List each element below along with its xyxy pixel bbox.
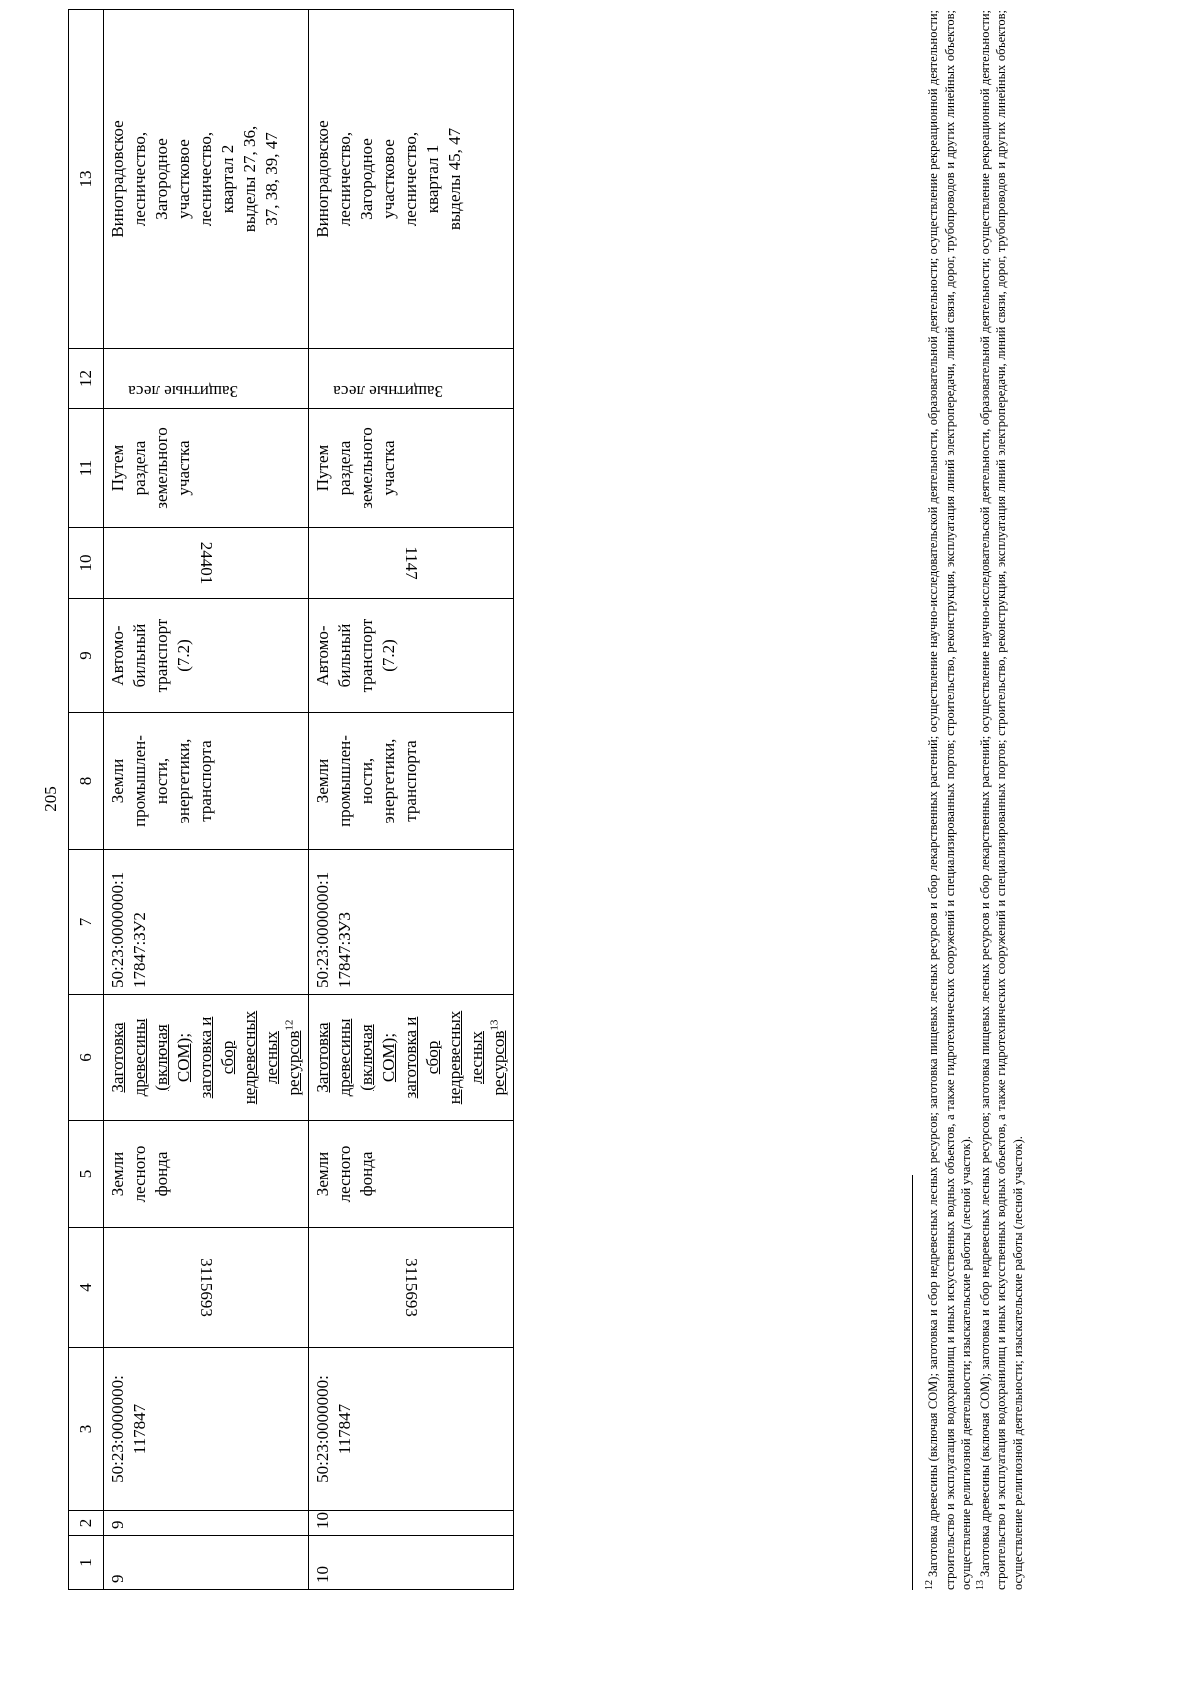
page-number: 205 bbox=[41, 786, 60, 812]
footnotes bbox=[925, 10, 1028, 1590]
rotated-text: 1147 bbox=[402, 546, 421, 580]
cell-source-cadastral-number: 50:23:0000000: 117847 bbox=[104, 1348, 309, 1511]
cell-source-cadastral-number: 50:23:0000000: 117847 bbox=[309, 1348, 514, 1511]
header-row bbox=[69, 10, 104, 1590]
column-header: 4 bbox=[69, 1228, 104, 1348]
footnote bbox=[977, 10, 1027, 1590]
permitted-use-text: Заготовка древесины (включая СОМ); заготовка и сбор недревесных лесных ресурсов bbox=[108, 1010, 303, 1105]
column-header: 12 bbox=[69, 349, 104, 409]
cell-location: Виноградовское лесничество, Загородное участковое лесничество, квартал 2 выделы 27, 36, 37, 38, 39, 47 bbox=[104, 10, 309, 349]
footnote-ref: 12 bbox=[283, 1019, 296, 1031]
cell-source-area bbox=[309, 1228, 514, 1348]
cell-formation-method: Путем раздела земельного участка bbox=[104, 409, 309, 528]
column-header: 7 bbox=[69, 850, 104, 995]
table-row bbox=[309, 10, 514, 1590]
cell-plot-number: 9 bbox=[104, 1511, 309, 1536]
cell-location: Виноградовское лесничество, Загородное участковое лесничество, квартал 1 выделы 45, 47 bbox=[309, 10, 514, 349]
cell-source-area bbox=[104, 1228, 309, 1348]
column-header: 1 bbox=[69, 1536, 104, 1590]
rotated-text: 3115693 bbox=[197, 1258, 216, 1317]
cell-land-category: Земли лесного фонда bbox=[104, 1121, 309, 1228]
footnote-number: 12 bbox=[923, 1580, 935, 1590]
column-header: 11 bbox=[69, 409, 104, 528]
rotated-text: 24401 bbox=[197, 541, 216, 585]
cell-forest-type bbox=[309, 349, 514, 409]
cell-new-permitted-use: Автомо- бильный транспорт (7.2) bbox=[104, 599, 309, 713]
cell-forest-type bbox=[104, 349, 309, 409]
permitted-use-text: Заготовка древесины (включая СОМ); заготовка и сбор недревесных лесных ресурсов bbox=[313, 1010, 508, 1105]
footnote-separator bbox=[912, 1175, 913, 1590]
column-header: 8 bbox=[69, 713, 104, 850]
cell-new-area bbox=[309, 528, 514, 599]
cell-row-number: 9 bbox=[104, 1536, 309, 1590]
column-header: 2 bbox=[69, 1511, 104, 1536]
vertical-text: Защитные леса bbox=[128, 382, 238, 401]
footnote-text: Заготовка древесины (включая СОМ); заготовка и сбор недревесных лесных ресурсов; заготовка пищевых лесных ресурсов и сбор лекарственных растений; осуществление научно-исследовательской деятельности, образовательной деятельности; осуществление рекреационной деятельности; строительство и эксплуатация водохранилищ и иных искусственных водных объектов, а также гидротехнических сооружений и специализированных портов; строительство, реконструкция, эксплуатация линий электропередачи, линий связи, дорог, трубопроводов и других линейных объектов; осуществление религиозной деятельности; изыскательские работы (лесной участок). bbox=[977, 10, 1025, 1590]
cell-new-land-category: Земли промышлен- ности, энергетики, транспорта bbox=[309, 713, 514, 850]
table-row bbox=[104, 10, 309, 1590]
cell-formation-method: Путем раздела земельного участка bbox=[309, 409, 514, 528]
footnote-number: 13 bbox=[975, 1580, 987, 1590]
cell-permitted-use bbox=[309, 995, 514, 1121]
footnote-text: Заготовка древесины (включая СОМ); заготовка и сбор недревесных лесных ресурсов; заготовка пищевых лесных ресурсов и сбор лекарственных растений; осуществление научно-исследовательской деятельности, образовательной деятельности; осуществление рекреационной деятельности; строительство и эксплуатация водохранилищ и иных искусственных водных объектов, а также гидротехнических сооружений и специализированных портов; строительство, реконструкция, эксплуатация линий электропередачи, линий связи, дорог, трубопроводов и других линейных объектов; осуществление религиозной деятельности; изыскательские работы (лесной участок). bbox=[926, 10, 973, 1590]
cell-new-cadastral-number: 50:23:0000000:1 17847:ЗУ3 bbox=[309, 850, 514, 995]
column-header: 10 bbox=[69, 528, 104, 599]
land-plots-table bbox=[68, 9, 514, 1590]
cell-plot-number: 10 bbox=[309, 1511, 514, 1536]
rotated-text: 3115693 bbox=[402, 1258, 421, 1317]
cell-new-permitted-use: Автомо- бильный транспорт (7.2) bbox=[309, 599, 514, 713]
cell-row-number: 10 bbox=[309, 1536, 514, 1590]
vertical-text: Защитные леса bbox=[333, 382, 443, 401]
column-header: 3 bbox=[69, 1348, 104, 1511]
cell-new-land-category: Земли промышлен- ности, энергетики, транспорта bbox=[104, 713, 309, 850]
footnote bbox=[925, 10, 975, 1590]
cell-new-area bbox=[104, 528, 309, 599]
cell-new-cadastral-number: 50:23:0000000:1 17847:ЗУ2 bbox=[104, 850, 309, 995]
cell-permitted-use bbox=[104, 995, 309, 1121]
column-header: 9 bbox=[69, 599, 104, 713]
column-header: 5 bbox=[69, 1121, 104, 1228]
cell-land-category: Земли лесного фонда bbox=[309, 1121, 514, 1228]
column-header: 6 bbox=[69, 995, 104, 1121]
column-header: 13 bbox=[69, 10, 104, 349]
footnote-ref: 13 bbox=[488, 1019, 501, 1031]
